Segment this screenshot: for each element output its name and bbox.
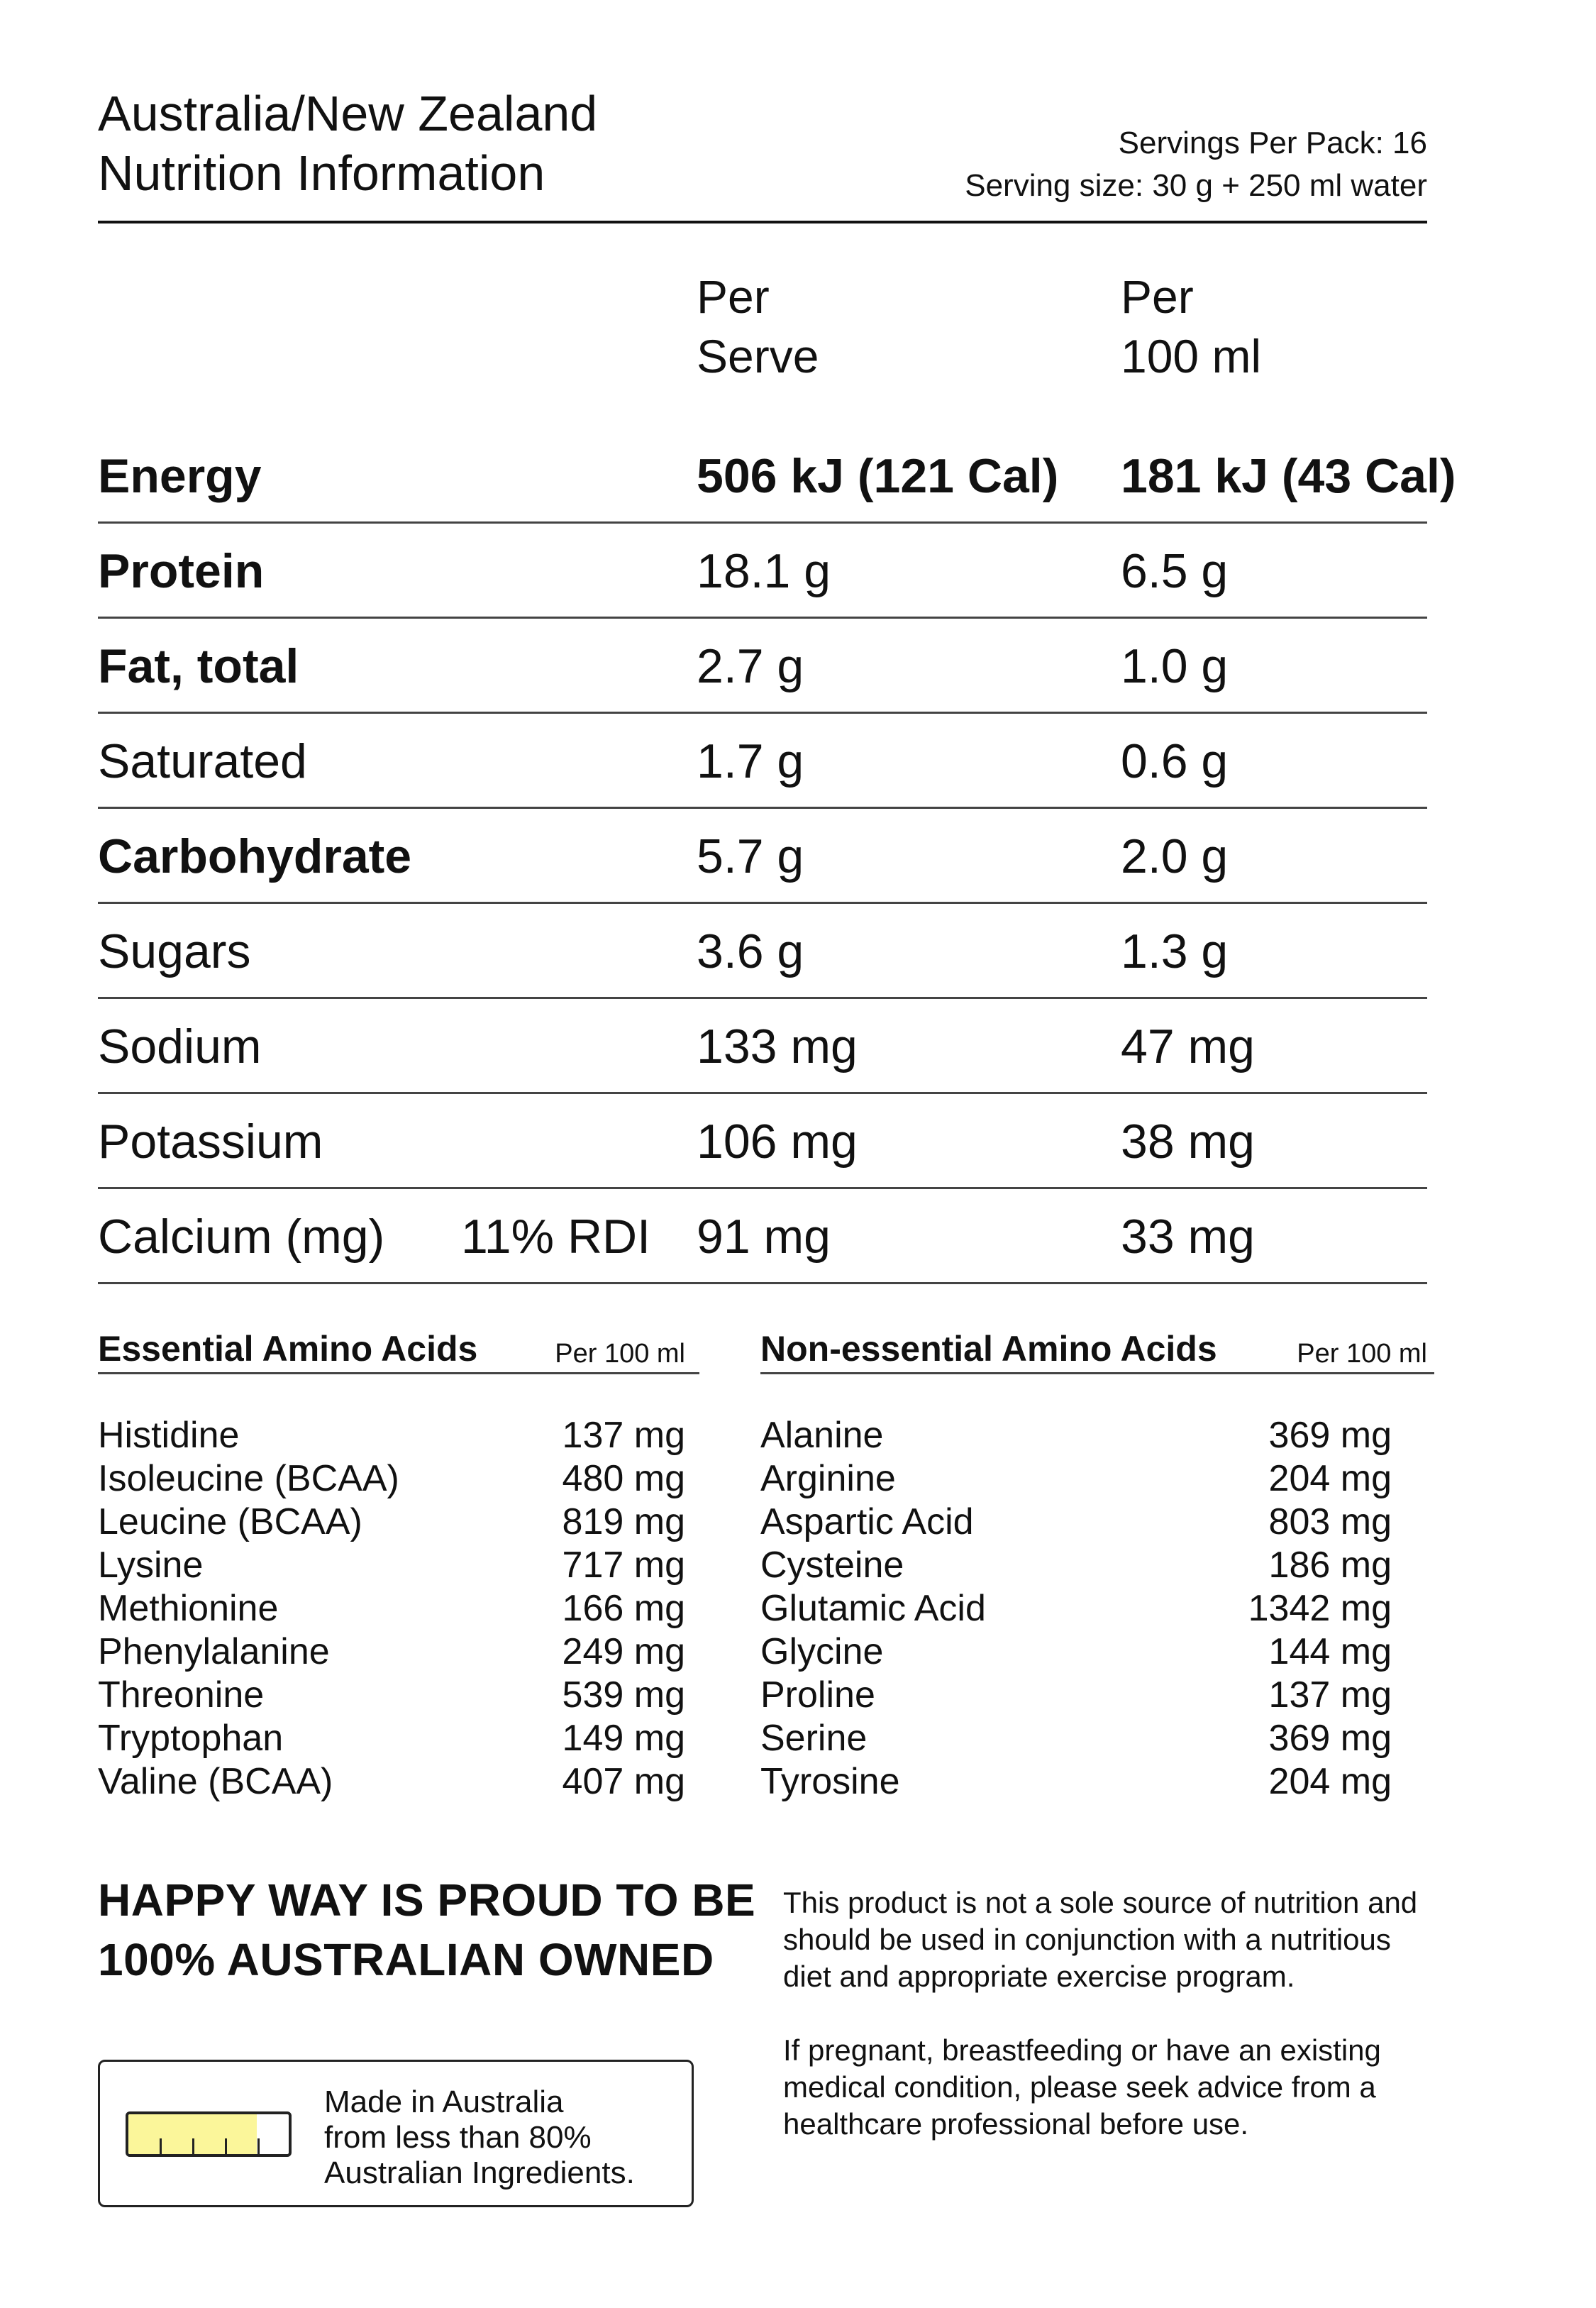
panel-title <box>98 84 597 203</box>
nutrition-row-fat-total <box>98 619 1427 714</box>
servings-info <box>965 122 1427 207</box>
amino-value: 1342 mg <box>1248 1588 1392 1629</box>
bar-tick <box>257 2138 260 2154</box>
amino-name: Histidine <box>98 1415 240 1456</box>
nonessential-amino-list <box>760 1414 1434 1804</box>
nutrient-label: Calcium (mg) <box>98 1210 385 1264</box>
nutrient-per-100ml: 47 mg <box>1121 1020 1255 1073</box>
nutrition-row-saturated <box>98 714 1427 809</box>
made-in-australia-text <box>324 2085 635 2191</box>
column-header-per-serve <box>697 267 819 386</box>
essential-amino-acids <box>98 1328 699 1804</box>
australian-owned-statement <box>98 1870 755 1989</box>
essential-amino-header <box>98 1328 699 1374</box>
amino-name: Leucine (BCAA) <box>98 1501 362 1542</box>
list-item <box>98 1414 699 1457</box>
essential-amino-title: Essential Amino Acids <box>98 1329 478 1369</box>
amino-name: Threonine <box>98 1674 265 1716</box>
nutrient-per-serve: 18.1 g <box>697 544 831 598</box>
nutrient-per-serve: 1.7 g <box>697 734 804 788</box>
nutrient-label: Protein <box>98 544 265 598</box>
nutrient-per-100ml: 33 mg <box>1121 1210 1255 1264</box>
disclaimer <box>783 1884 1436 2180</box>
amino-name: Glutamic Acid <box>760 1588 986 1629</box>
nutrient-per-serve: 133 mg <box>697 1020 858 1073</box>
title-line-2: Nutrition Information <box>98 145 545 201</box>
list-item <box>98 1717 699 1760</box>
column-header-per-100ml <box>1121 267 1261 386</box>
nutrition-row-carbohydrate <box>98 809 1427 904</box>
amino-value: 186 mg <box>1268 1545 1392 1586</box>
amino-name: Tyrosine <box>760 1761 900 1802</box>
australian-owned-line1: HAPPY WAY IS PROUD TO BE <box>98 1874 756 1926</box>
nutrient-per-100ml: 1.0 g <box>1121 639 1229 693</box>
list-item <box>98 1674 699 1717</box>
australian-owned-line2: 100% AUSTRALIAN OWNED <box>98 1934 714 1985</box>
nonessential-amino-title: Non-essential Amino Acids <box>760 1329 1217 1369</box>
column-header-per-100ml-line2: 100 ml <box>1121 330 1262 382</box>
amino-name: Valine (BCAA) <box>98 1761 333 1802</box>
list-item <box>98 1457 699 1501</box>
amino-name: Isoleucine (BCAA) <box>98 1458 399 1499</box>
amino-name: Phenylalanine <box>98 1631 330 1672</box>
amino-value: 137 mg <box>1268 1674 1392 1716</box>
amino-name: Arginine <box>760 1458 896 1499</box>
amino-value: 204 mg <box>1268 1761 1392 1802</box>
column-header-per-serve-line1: Per <box>697 270 770 323</box>
amino-value: 204 mg <box>1268 1458 1392 1499</box>
nutrition-row-protein <box>98 524 1427 619</box>
amino-value: 539 mg <box>562 1674 685 1716</box>
amino-name: Cysteine <box>760 1545 904 1586</box>
australian-ingredients-bar-icon <box>126 2111 292 2157</box>
nutrient-per-serve: 5.7 g <box>697 829 804 883</box>
amino-value: 144 mg <box>1268 1631 1392 1672</box>
amino-name: Tryptophan <box>98 1718 284 1759</box>
list-item <box>760 1674 1434 1717</box>
bar-tick <box>160 2138 162 2154</box>
nutrition-row-calcium <box>98 1189 1427 1284</box>
nutrition-row-potassium <box>98 1094 1427 1189</box>
nutrition-row-sugars <box>98 904 1427 999</box>
nutrient-per-serve: 2.7 g <box>697 639 804 693</box>
nutrient-per-100ml: 2.0 g <box>1121 829 1229 883</box>
amino-name: Methionine <box>98 1588 279 1629</box>
nutrient-per-serve: 91 mg <box>697 1210 831 1264</box>
header-divider <box>98 221 1427 223</box>
list-item <box>98 1630 699 1674</box>
title-line-1: Australia/New Zealand <box>98 86 598 141</box>
nonessential-amino-per: Per 100 ml <box>1297 1339 1427 1369</box>
made-in-line1: Made in Australia <box>324 2085 564 2119</box>
list-item <box>98 1544 699 1587</box>
nutrition-row-energy <box>98 429 1456 524</box>
essential-amino-list <box>98 1414 699 1804</box>
amino-value: 149 mg <box>562 1718 685 1759</box>
amino-value: 249 mg <box>562 1631 685 1672</box>
list-item <box>98 1501 699 1544</box>
amino-value: 369 mg <box>1268 1415 1392 1456</box>
nutrition-table <box>98 429 1456 1284</box>
nutrient-label: Fat, total <box>98 639 299 693</box>
nutrient-per-100ml: 181 kJ (43 Cal) <box>1121 449 1456 503</box>
nutrient-label: Energy <box>98 449 262 503</box>
amino-value: 803 mg <box>1268 1501 1392 1542</box>
amino-name: Proline <box>760 1674 875 1716</box>
nonessential-amino-header <box>760 1328 1434 1374</box>
nutrient-label: Potassium <box>98 1115 323 1169</box>
made-in-australia-box <box>98 2060 694 2207</box>
list-item <box>760 1587 1434 1630</box>
nutrient-label: Carbohydrate <box>98 829 412 883</box>
list-item <box>760 1457 1434 1501</box>
amino-value: 407 mg <box>562 1761 685 1802</box>
made-in-line2: from less than 80% <box>324 2120 592 2155</box>
serving-size: Serving size: 30 g + 250 ml water <box>965 168 1427 203</box>
essential-amino-per: Per 100 ml <box>555 1339 685 1369</box>
column-header-per-100ml-line1: Per <box>1121 270 1194 323</box>
nutrient-per-serve: 3.6 g <box>697 924 804 978</box>
amino-value: 480 mg <box>562 1458 685 1499</box>
amino-name: Lysine <box>98 1545 204 1586</box>
nutrient-per-100ml: 1.3 g <box>1121 924 1229 978</box>
list-item <box>760 1717 1434 1760</box>
bar-tick <box>225 2138 227 2154</box>
amino-name: Serine <box>760 1718 868 1759</box>
list-item <box>98 1760 699 1804</box>
made-in-line3: Australian Ingredients. <box>324 2155 635 2190</box>
amino-name: Aspartic Acid <box>760 1501 974 1542</box>
list-item <box>760 1501 1434 1544</box>
amino-name: Alanine <box>760 1415 884 1456</box>
nutrient-per-serve: 506 kJ (121 Cal) <box>697 449 1059 503</box>
amino-value: 166 mg <box>562 1588 685 1629</box>
nutrient-per-100ml: 0.6 g <box>1121 734 1229 788</box>
nutrient-per-100ml: 38 mg <box>1121 1115 1255 1169</box>
nutrient-rdi: 11% RDI <box>461 1210 651 1264</box>
nutrient-label: Sugars <box>98 924 251 978</box>
nutrition-row-sodium <box>98 999 1427 1094</box>
nutrient-label: Sodium <box>98 1020 262 1073</box>
bar-tick <box>192 2138 194 2154</box>
nutrient-per-serve: 106 mg <box>697 1115 858 1169</box>
amino-value: 717 mg <box>562 1545 685 1586</box>
column-header-per-serve-line2: Serve <box>697 330 819 382</box>
list-item <box>760 1760 1434 1804</box>
nonessential-amino-acids <box>760 1328 1434 1804</box>
nutrient-label: Saturated <box>98 734 307 788</box>
list-item <box>98 1587 699 1630</box>
list-item <box>760 1414 1434 1457</box>
amino-value: 369 mg <box>1268 1718 1392 1759</box>
amino-value: 819 mg <box>562 1501 685 1542</box>
disclaimer-paragraph-1: This product is not a sole source of nutrition and should be used in conjunction with a nutritious diet and appropriate exercise program. <box>783 1886 1418 1993</box>
nutrient-per-100ml: 6.5 g <box>1121 544 1229 598</box>
amino-value: 137 mg <box>562 1415 685 1456</box>
disclaimer-paragraph-2: If pregnant, breastfeeding or have an existing medical condition, please seek advice from a healthcare professional before use. <box>783 2033 1381 2141</box>
servings-per-pack: Servings Per Pack: 16 <box>1118 126 1427 160</box>
list-item <box>760 1544 1434 1587</box>
amino-name: Glycine <box>760 1631 884 1672</box>
list-item <box>760 1630 1434 1674</box>
